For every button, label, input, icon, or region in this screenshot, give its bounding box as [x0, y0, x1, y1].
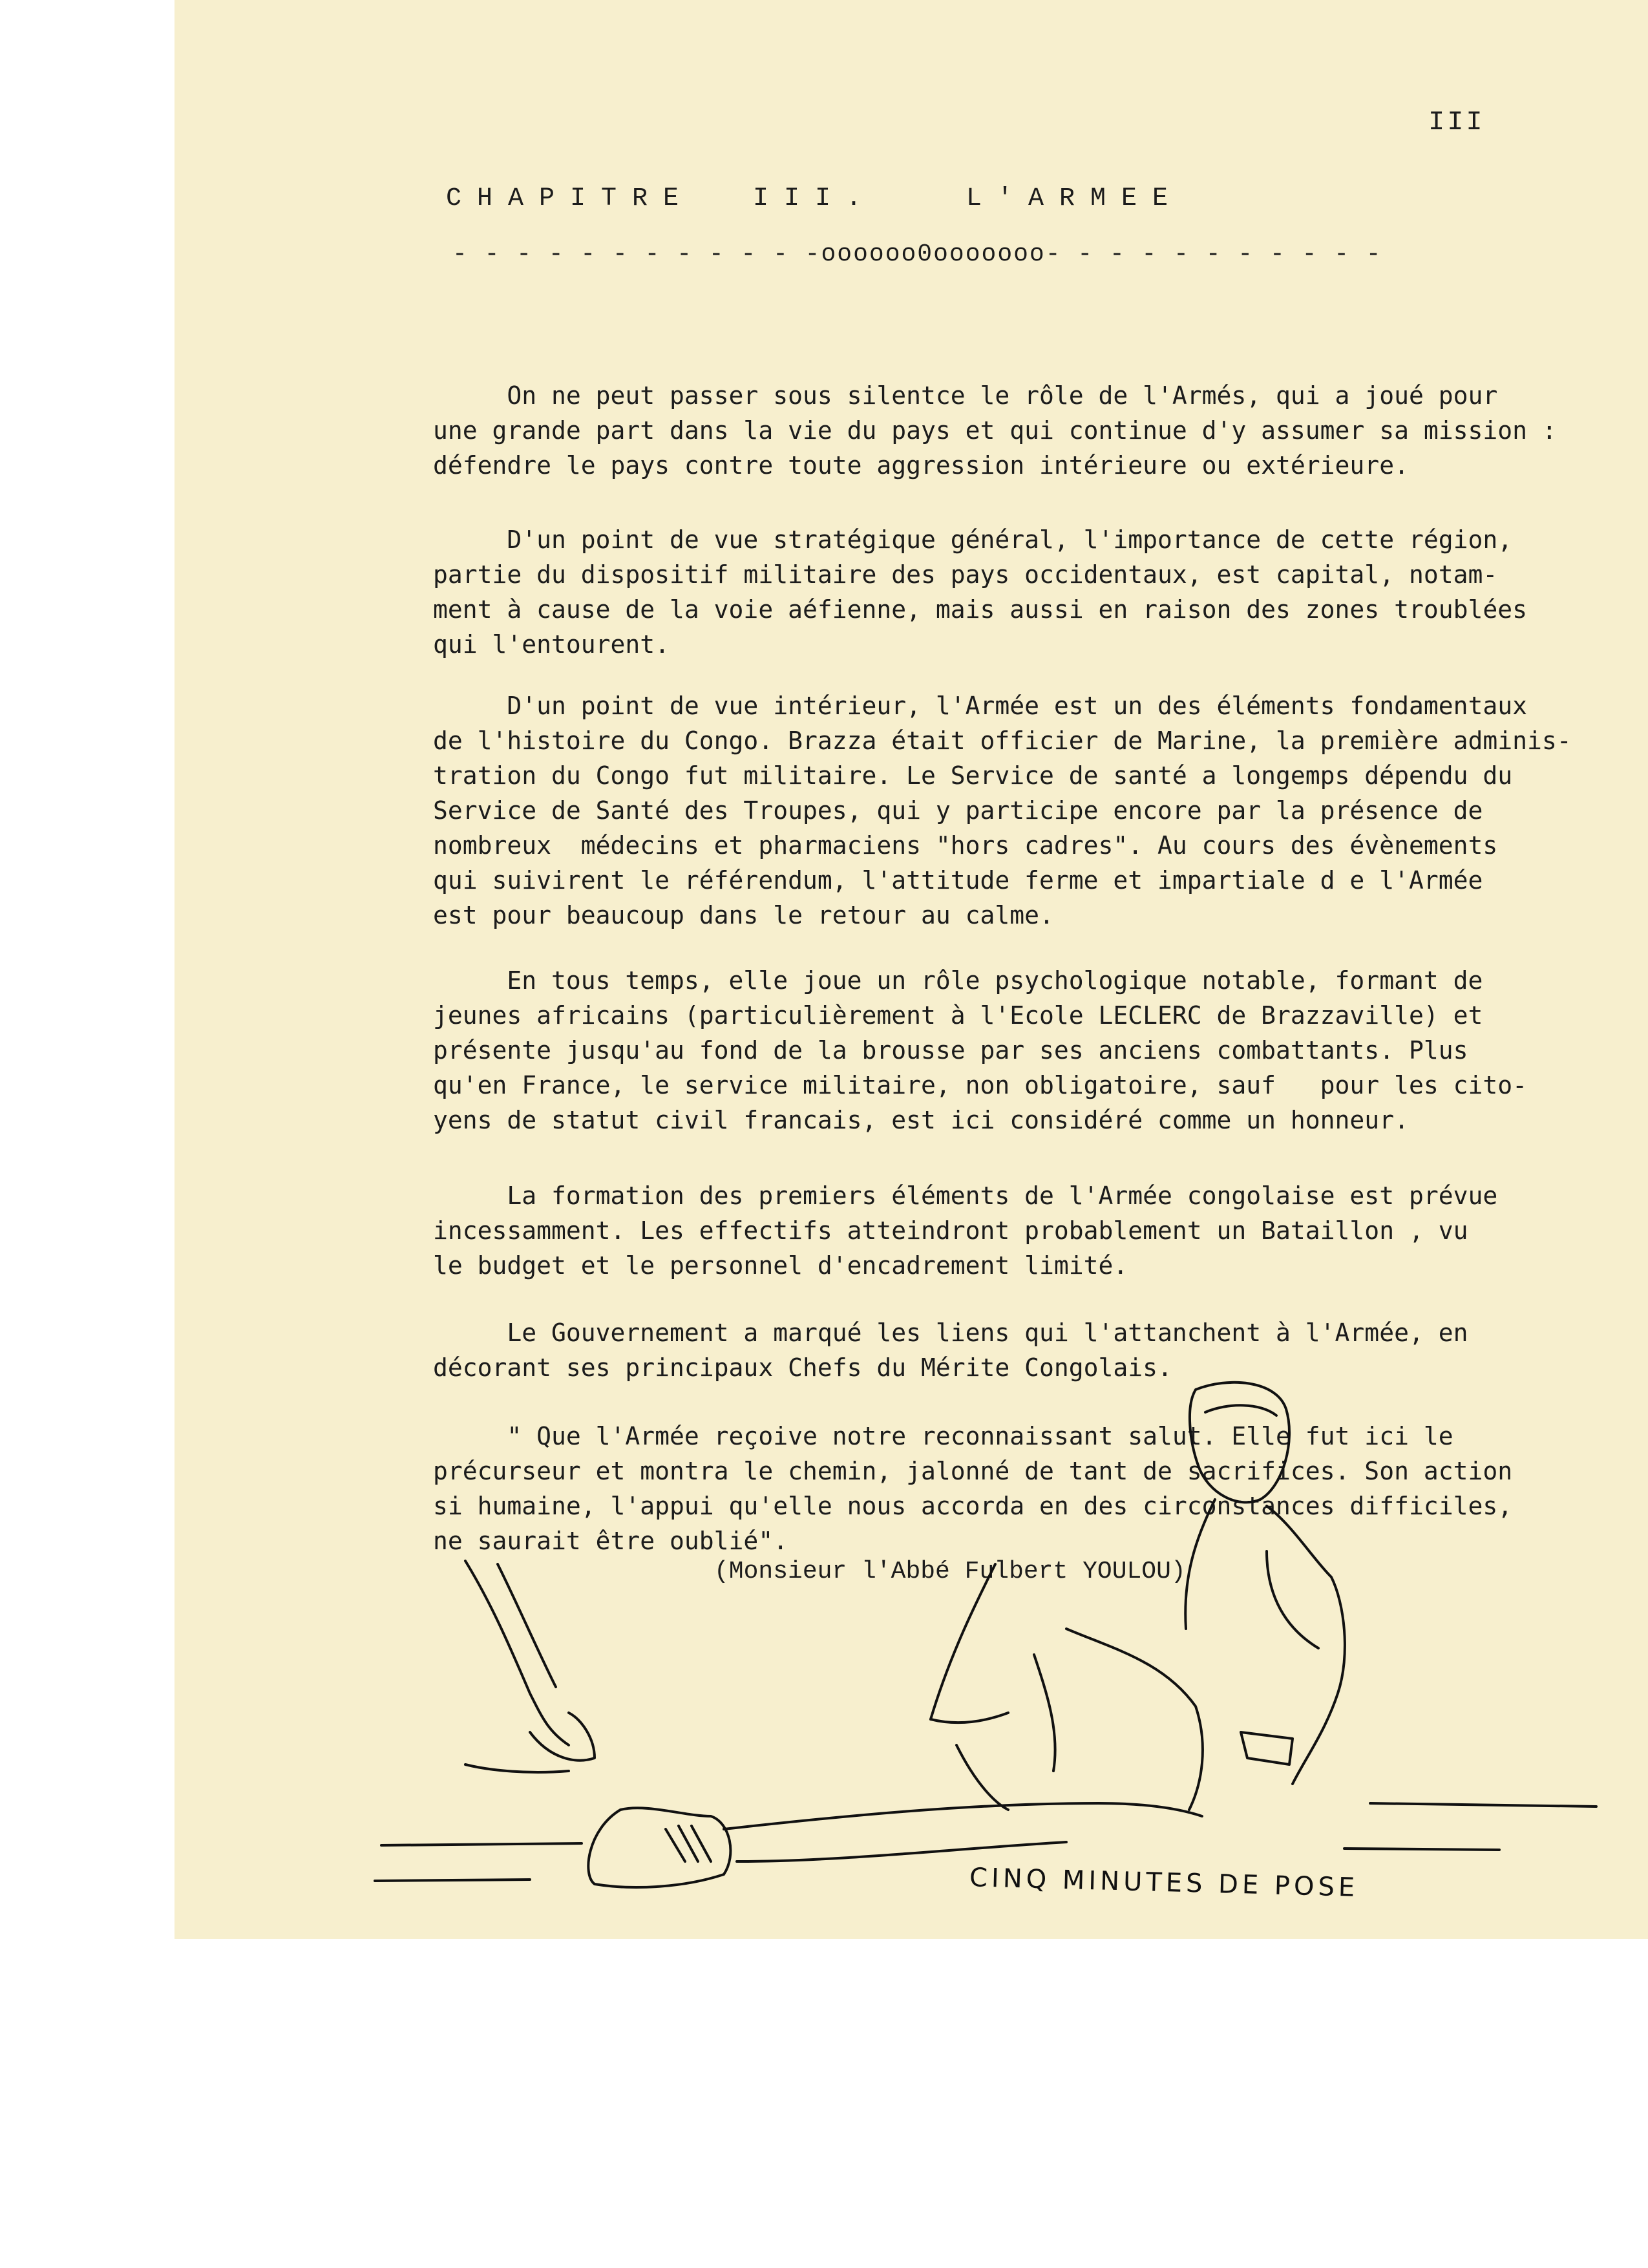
paragraph-6: Le Gouvernement a marqué les liens qui l'attanchent à l'Armée, en décorant ses principaux Chefs du Mérite Congolais. [433, 1319, 1468, 1382]
page-number: III [1428, 107, 1485, 138]
chapter-number: III. [753, 184, 878, 213]
chapter-label: CHAPITRE [446, 184, 695, 213]
paragraph-5: La formation des premiers éléments de l'Armée congolaise est prévue incessamment. Les effectifs atteindront probablement un Bataillon , vu le budget et le personnel d'encadrement limité. [433, 1182, 1498, 1280]
paragraph-2: D'un point de vue stratégique général, l'importance de cette région, partie du dispositif militaire des pays occidentaux, est capital, notam- ment à cause de la voie aéfienne, mais aussi en raison des zones troublées qui l'entourent. [433, 525, 1527, 659]
chapter-separator: - - - - - - - - - - - -oooooo0ooooooo- - - - - - - - - - - [452, 240, 1382, 268]
paragraph-3: D'un point de vue intérieur, l'Armée est un des éléments fondamentaux de l'histoire du Congo. Brazza était officier de Marine, la première adminis- tration du Congo fut militaire. Le Service de santé a longemps dépendu du Service de Santé des Troupes, qui y participe encore par la présence de nombreux médecins et pharmaciens "hors cadres". Au cours des évènements qui suivirent le référendum, l'attitude ferme et impartiale d e l'Armée est pour beaucoup dans le retour au calme. [433, 692, 1572, 929]
paragraph-1: On ne peut passer sous silentce le rôle de l'Armés, qui a joué pour une grande part dans la vie du pays et qui continue d'y assumer sa mission : défendre le pays contre toute aggression intérieure ou extérieure. [433, 381, 1557, 480]
quote-attribution: (Monsieur l'Abbé Fulbert YOULOU) [714, 1558, 1186, 1585]
sketch-caption: CINQ MINUTES DE POSE [969, 1863, 1359, 1903]
paragraph-4: En tous temps, elle joue un rôle psychologique notable, formant de jeunes africains (particulièrement à l'Ecole LECLERC de Brazzaville) et présente jusqu'au fond de la brousse par ses anciens combattants. Plus qu'en France, le service militaire, non obligatoire, sauf pour les cito- yens de statut civil francais, est ici considéré comme un honneur. [433, 966, 1527, 1134]
quotation: " Que l'Armée reçoive notre reconnaissant salut. Elle fut ici le précurseur et montra le chemin, jalonné de tant de sacrifices. Son action si humaine, l'appui qu'elle nous accorda en des circonstances difficiles, ne saurait être oublié". [433, 1422, 1513, 1555]
chapter-title: L'ARMEE [966, 184, 1184, 213]
